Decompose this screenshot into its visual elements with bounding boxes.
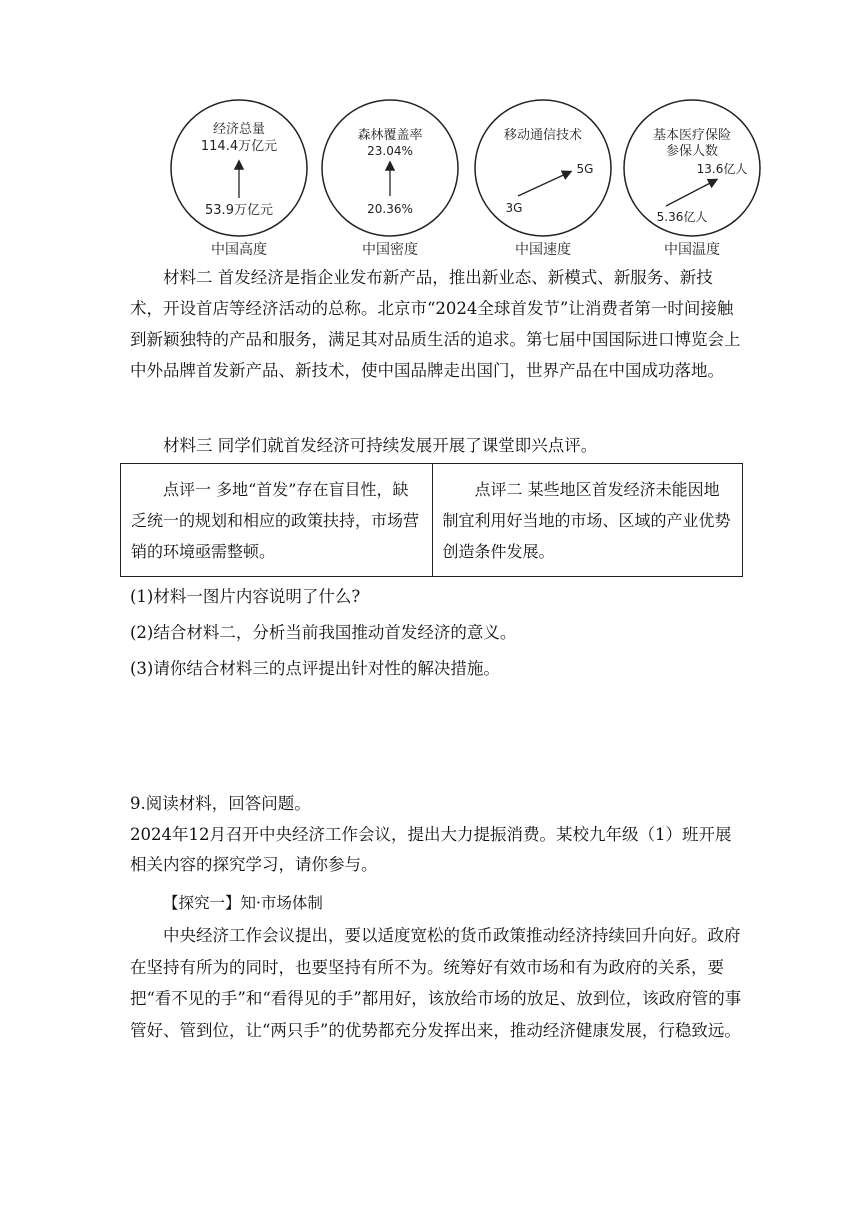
circle3-title: 移动通信技术 [503,128,583,143]
material3-paragraph: 材料三 同学们就首发经济可持续发展开展了课堂即兴点评。 [163,436,598,455]
circle3-value-start: 3G [505,201,523,215]
circle2-value-top: 23.04% [367,144,413,158]
circle4-title-line2: 参保人数 [665,144,719,159]
comment-cell-1: 点评一 多地“首发”存在盲目性，缺乏统一的规划和相应的政策扶持，市场营销的环境亟需整顿。 [131,480,420,561]
circle4-value-start: 5.36亿人 [656,210,708,224]
circle-forest [322,100,458,258]
explore1-heading: 【探究一】知·市场体制 [163,894,323,912]
circle2-title: 森林覆盖率 [357,128,423,143]
circle4-value-end: 13.6亿人 [696,162,748,176]
circle1-value-top: 114.4万亿元 [200,139,278,154]
comment-cell-2: 点评二 某些地区首发经济未能因地制宜利用好当地的市场、区域的产业优势创造条件发展。 [432,464,743,576]
question-1: (1)材料一图片内容说明了什么? [130,587,361,606]
circle1-caption: 中国高度 [211,242,267,258]
circle-mobile [475,100,611,258]
question-3: (3)请你结合材料三的点评提出针对性的解决措施。 [130,659,500,678]
question-9-intro: 2024年12月召开中央经济工作会议，提出大力提振消费。某校九年级（1）班开展相关内容的探究学习，请你参与。 [130,825,732,874]
circle3-value-end: 5G [576,162,594,176]
circle2-value-bottom: 20.36% [367,202,413,216]
question-9-title: 9.阅读材料，回答问题。 [130,794,311,813]
material2-paragraph: 材料二 首发经济是指企业发布新产品，推出新业态、新模式、新服务、新技术，开设首店等经济活动的总称。北京市“2024全球首发节”让消费者第一时间接触到新颖独特的产品和服务，满足其对品质生活的追求。第七届中国国际进口博览会上中外品牌首发新产品、新技术，使中国品牌走出国门，世界产品在中国成功落地。 [130,268,741,380]
material1-figure [0,0,860,262]
circle1-value-bottom: 53.9万亿元 [205,203,273,218]
explore1-paragraph: 中央经济工作会议提出，要以适度宽松的货币政策推动经济持续回升向好。政府在坚持有所为的同时，也要坚持有所不为。统筹好有效市场和有为政府的关系，要把“看不见的手”和“看得见的手”都用好，该放给市场的放足、放到位，该政府管的事管好、管到位，让“两只手”的优势都充分发挥出来，推动经济健康发展，行稳致远。 [130,926,742,1040]
circle2-caption: 中国密度 [362,242,418,258]
circle-economy [171,100,307,258]
circle1-title: 经济总量 [212,122,266,137]
question-2: (2)结合材料二，分析当前我国推动首发经济的意义。 [130,623,517,642]
circle-insurance [624,100,760,258]
circle3-caption: 中国速度 [515,242,571,258]
circle4-title-line1: 基本医疗保险 [652,128,732,143]
comments-table [120,463,743,577]
circle4-caption: 中国温度 [664,242,720,258]
